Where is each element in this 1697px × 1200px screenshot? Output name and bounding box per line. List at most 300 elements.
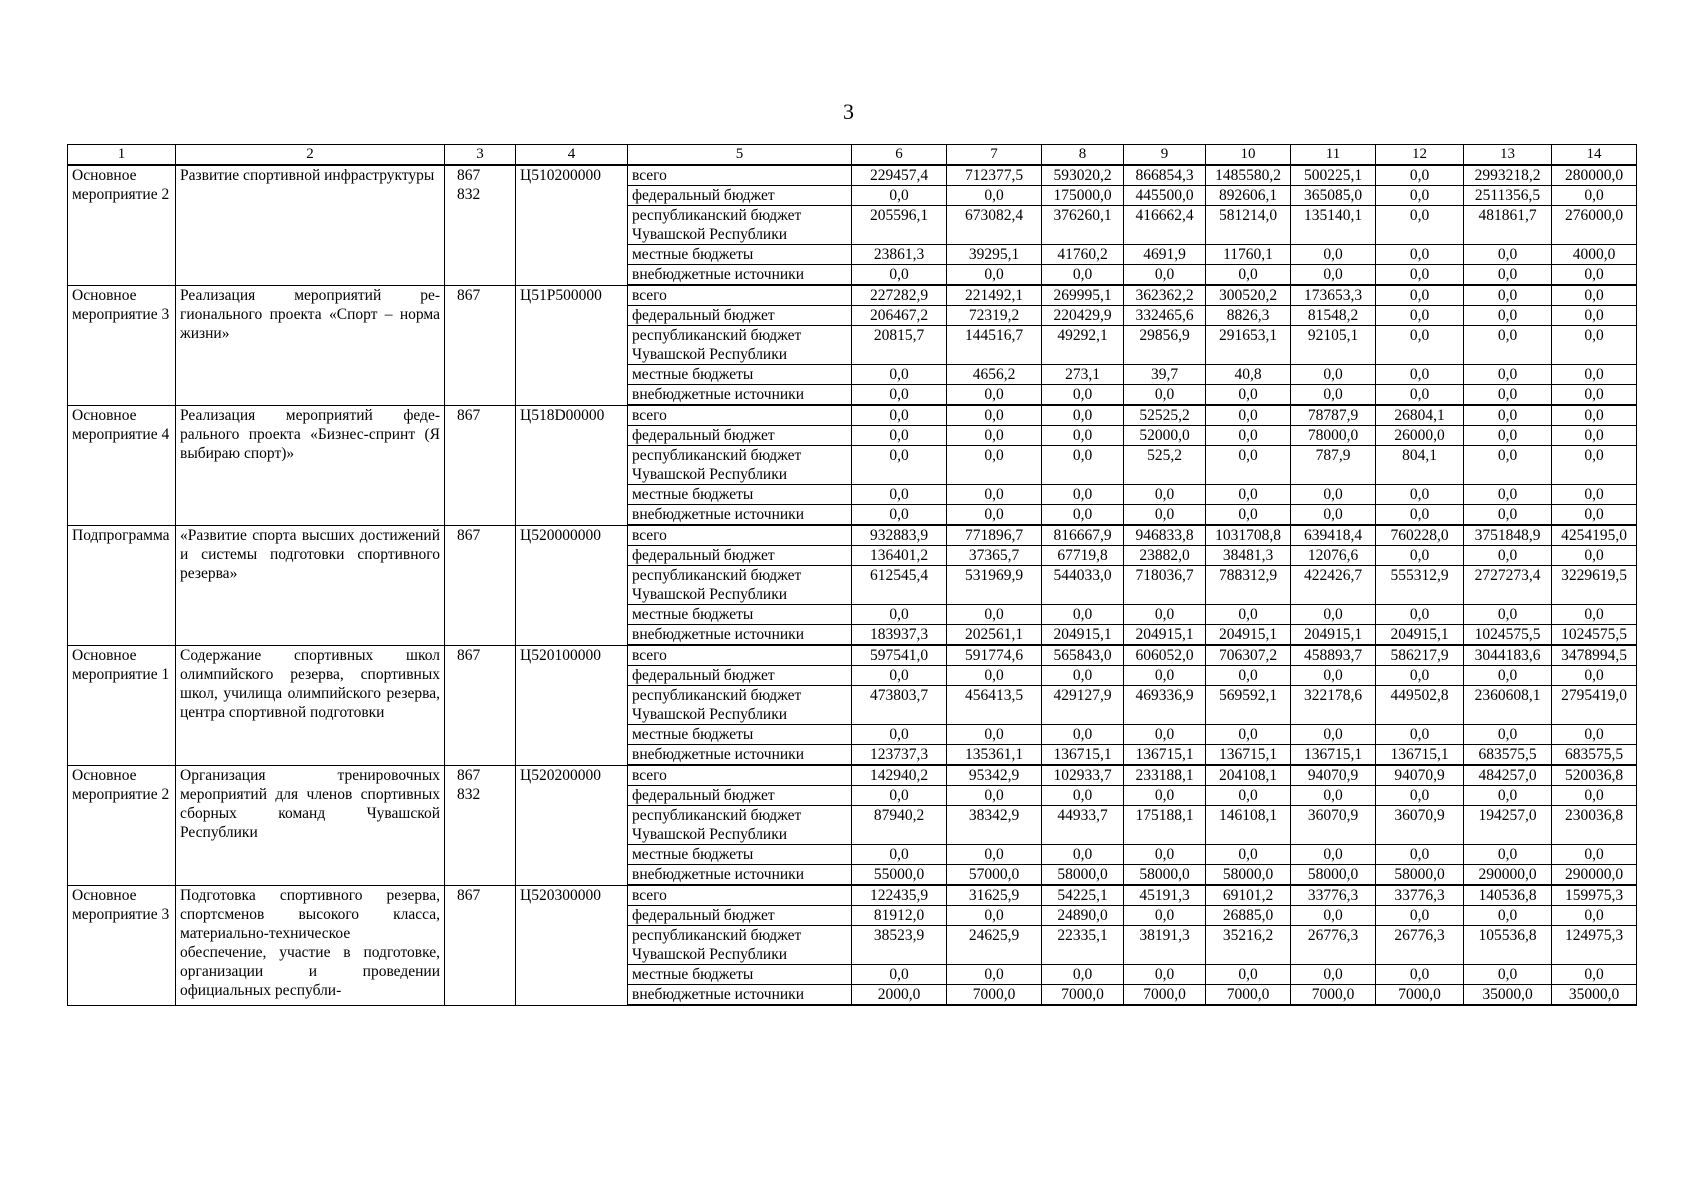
row-name: Развитие спортивной инфраструктуры (176, 165, 445, 285)
row-name: Организация тренировочных мероприятий для членов спортивных сборных команд Чувашской Республики (176, 765, 445, 885)
amount-cell: 26776,3 (1291, 926, 1376, 965)
amount-cell: 565843,0 (1042, 645, 1124, 666)
amount-cell: 29856,9 (1124, 326, 1206, 365)
amount-cell: 0,0 (1552, 605, 1637, 625)
funding-source: республиканский бюджет Чувашской Республики (628, 926, 852, 965)
amount-cell: 332465,6 (1124, 306, 1206, 326)
amount-cell: 45191,3 (1124, 885, 1206, 906)
amount-cell: 484257,0 (1464, 765, 1552, 786)
amount-cell: 0,0 (1464, 505, 1552, 526)
amount-cell: 0,0 (1124, 265, 1206, 286)
amount-cell: 0,0 (1291, 385, 1376, 406)
amount-cell: 0,0 (1376, 245, 1464, 265)
amount-cell: 0,0 (1552, 426, 1637, 446)
header-cell: 6 (852, 145, 947, 166)
amount-cell: 3044183,6 (1464, 645, 1552, 666)
amount-cell: 41760,2 (1042, 245, 1124, 265)
funding-source: республиканский бюджет Чувашской Республики (628, 206, 852, 245)
amount-cell: 586217,9 (1376, 645, 1464, 666)
amount-cell: 0,0 (1206, 385, 1291, 406)
amount-cell: 0,0 (1464, 306, 1552, 326)
amount-cell: 40,8 (1206, 365, 1291, 385)
amount-cell: 0,0 (1376, 385, 1464, 406)
amount-cell: 0,0 (1464, 845, 1552, 865)
header-cell: 2 (176, 145, 445, 166)
amount-cell: 422426,7 (1291, 566, 1376, 605)
amount-cell: 291653,1 (1206, 326, 1291, 365)
amount-cell: 276000,0 (1552, 206, 1637, 245)
header-cell: 10 (1206, 145, 1291, 166)
amount-cell: 26885,0 (1206, 906, 1291, 926)
amount-cell: 0,0 (1464, 725, 1552, 745)
amount-cell: 0,0 (852, 725, 947, 745)
table-row (68, 645, 1637, 666)
amount-cell: 142940,2 (852, 765, 947, 786)
amount-cell: 0,0 (852, 786, 947, 806)
amount-cell: 0,0 (1464, 906, 1552, 926)
amount-cell: 4000,0 (1552, 245, 1637, 265)
row-status: Основное мероприятие 2 (68, 165, 176, 285)
amount-cell: 788312,9 (1206, 566, 1291, 605)
amount-cell: 0,0 (1552, 285, 1637, 306)
amount-cell: 0,0 (852, 505, 947, 526)
amount-cell: 0,0 (1376, 306, 1464, 326)
amount-cell: 0,0 (1124, 725, 1206, 745)
amount-cell: 0,0 (1376, 605, 1464, 625)
amount-cell: 0,0 (1124, 786, 1206, 806)
amount-cell: 816667,9 (1042, 525, 1124, 546)
amount-cell: 1031708,8 (1206, 525, 1291, 546)
amount-cell: 136401,2 (852, 546, 947, 566)
amount-cell: 39295,1 (947, 245, 1042, 265)
amount-cell: 38523,9 (852, 926, 947, 965)
amount-cell: 0,0 (1552, 965, 1637, 985)
amount-cell: 144516,7 (947, 326, 1042, 365)
amount-cell: 0,0 (1042, 505, 1124, 526)
amount-cell: 202561,1 (947, 625, 1042, 646)
row-budget-code: Ц518D00000 (516, 405, 628, 525)
funding-source: республиканский бюджет Чувашской Республики (628, 686, 852, 725)
amount-cell: 1485580,2 (1206, 165, 1291, 186)
amount-cell: 0,0 (1042, 605, 1124, 625)
amount-cell: 718036,7 (1124, 566, 1206, 605)
amount-cell: 0,0 (1552, 666, 1637, 686)
amount-cell: 23861,3 (852, 245, 947, 265)
funding-source: внебюджетные источники (628, 385, 852, 406)
amount-cell: 416662,4 (1124, 206, 1206, 245)
amount-cell: 0,0 (852, 666, 947, 686)
amount-cell: 787,9 (1291, 446, 1376, 485)
funding-source: республиканский бюджет Чувашской Республики (628, 806, 852, 845)
row-status: Основное мероприятие 2 (68, 765, 176, 885)
amount-cell: 2511356,5 (1464, 186, 1552, 206)
table-row (68, 165, 1637, 186)
amount-cell: 0,0 (1291, 485, 1376, 505)
row-budget-code: Ц520000000 (516, 525, 628, 645)
amount-cell: 26000,0 (1376, 426, 1464, 446)
amount-cell: 591774,6 (947, 645, 1042, 666)
amount-cell: 0,0 (1464, 245, 1552, 265)
amount-cell: 0,0 (1464, 485, 1552, 505)
amount-cell: 221492,1 (947, 285, 1042, 306)
amount-cell: 7000,0 (1206, 985, 1291, 1006)
amount-cell: 159975,3 (1552, 885, 1637, 906)
amount-cell: 0,0 (1206, 965, 1291, 985)
amount-cell: 365085,0 (1291, 186, 1376, 206)
amount-cell: 35000,0 (1464, 985, 1552, 1006)
amount-cell: 0,0 (1464, 786, 1552, 806)
amount-cell: 7000,0 (947, 985, 1042, 1006)
amount-cell: 11760,1 (1206, 245, 1291, 265)
funding-source: республиканский бюджет Чувашской Республики (628, 326, 852, 365)
amount-cell: 0,0 (1291, 666, 1376, 686)
funding-source: всего (628, 765, 852, 786)
amount-cell: 20815,7 (852, 326, 947, 365)
funding-source: федеральный бюджет (628, 306, 852, 326)
amount-cell: 0,0 (1124, 845, 1206, 865)
amount-cell: 273,1 (1042, 365, 1124, 385)
amount-cell: 0,0 (852, 965, 947, 985)
amount-cell: 206467,2 (852, 306, 947, 326)
amount-cell: 593020,2 (1042, 165, 1124, 186)
amount-cell: 597541,0 (852, 645, 947, 666)
amount-cell: 0,0 (1206, 426, 1291, 446)
amount-cell: 2795419,0 (1552, 686, 1637, 725)
amount-cell: 26776,3 (1376, 926, 1464, 965)
header-cell: 13 (1464, 145, 1552, 166)
amount-cell: 204915,1 (1376, 625, 1464, 646)
amount-cell: 0,0 (1206, 725, 1291, 745)
amount-cell: 31625,9 (947, 885, 1042, 906)
amount-cell: 57000,0 (947, 865, 1042, 886)
amount-cell: 946833,8 (1124, 525, 1206, 546)
amount-cell: 0,0 (1464, 446, 1552, 485)
amount-cell: 612545,4 (852, 566, 947, 605)
amount-cell: 26804,1 (1376, 405, 1464, 426)
amount-cell: 760228,0 (1376, 525, 1464, 546)
amount-cell: 175188,1 (1124, 806, 1206, 845)
row-grbs-code: 867 (445, 885, 516, 1005)
amount-cell: 67719,8 (1042, 546, 1124, 566)
row-budget-code: Ц51P500000 (516, 285, 628, 405)
amount-cell: 362362,2 (1124, 285, 1206, 306)
amount-cell: 2727273,4 (1464, 566, 1552, 605)
amount-cell: 38481,3 (1206, 546, 1291, 566)
amount-cell: 0,0 (1552, 306, 1637, 326)
funding-source: всего (628, 525, 852, 546)
amount-cell: 35216,2 (1206, 926, 1291, 965)
amount-cell: 456413,5 (947, 686, 1042, 725)
funding-source: внебюджетные источники (628, 985, 852, 1006)
amount-cell: 0,0 (1552, 906, 1637, 926)
amount-cell: 204915,1 (1206, 625, 1291, 646)
amount-cell: 0,0 (1291, 725, 1376, 745)
amount-cell: 0,0 (1464, 326, 1552, 365)
amount-cell: 81548,2 (1291, 306, 1376, 326)
amount-cell: 3751848,9 (1464, 525, 1552, 546)
amount-cell: 706307,2 (1206, 645, 1291, 666)
amount-cell: 0,0 (947, 906, 1042, 926)
amount-cell: 52000,0 (1124, 426, 1206, 446)
amount-cell: 0,0 (1206, 605, 1291, 625)
funding-source: внебюджетные источники (628, 505, 852, 526)
amount-cell: 0,0 (1206, 265, 1291, 286)
amount-cell: 0,0 (1552, 365, 1637, 385)
row-name: «Развитие спорта высших достижений и системы подготовки спортивного резерва» (176, 525, 445, 645)
funding-source: местные бюджеты (628, 245, 852, 265)
amount-cell: 7000,0 (1042, 985, 1124, 1006)
amount-cell: 0,0 (852, 446, 947, 485)
table-row (68, 525, 1637, 546)
amount-cell: 525,2 (1124, 446, 1206, 485)
amount-cell: 0,0 (947, 725, 1042, 745)
header-cell: 14 (1552, 145, 1637, 166)
amount-cell: 105536,8 (1464, 926, 1552, 965)
budget-table (67, 144, 1637, 1006)
row-grbs-code: 867 832 (445, 165, 516, 285)
amount-cell: 932883,9 (852, 525, 947, 546)
amount-cell: 175000,0 (1042, 186, 1124, 206)
funding-source: республиканский бюджет Чувашской Республики (628, 566, 852, 605)
amount-cell: 122435,9 (852, 885, 947, 906)
amount-cell: 146108,1 (1206, 806, 1291, 845)
funding-source: всего (628, 285, 852, 306)
amount-cell: 58000,0 (1124, 865, 1206, 886)
amount-cell: 58000,0 (1206, 865, 1291, 886)
amount-cell: 0,0 (852, 385, 947, 406)
amount-cell: 22335,1 (1042, 926, 1124, 965)
amount-cell: 0,0 (1206, 666, 1291, 686)
row-grbs-code: 867 832 (445, 765, 516, 885)
amount-cell: 220429,9 (1042, 306, 1124, 326)
funding-source: местные бюджеты (628, 605, 852, 625)
funding-source: всего (628, 165, 852, 186)
table-row (68, 285, 1637, 306)
amount-cell: 673082,4 (947, 206, 1042, 245)
amount-cell: 0,0 (1042, 265, 1124, 286)
amount-cell: 322178,6 (1291, 686, 1376, 725)
amount-cell: 94070,9 (1376, 765, 1464, 786)
amount-cell: 140536,8 (1464, 885, 1552, 906)
header-row (68, 145, 1637, 166)
amount-cell: 0,0 (1552, 326, 1637, 365)
amount-cell: 24625,9 (947, 926, 1042, 965)
amount-cell: 0,0 (1376, 786, 1464, 806)
amount-cell: 78000,0 (1291, 426, 1376, 446)
amount-cell: 69101,2 (1206, 885, 1291, 906)
amount-cell: 0,0 (1552, 786, 1637, 806)
amount-cell: 204915,1 (1042, 625, 1124, 646)
amount-cell: 0,0 (1291, 365, 1376, 385)
amount-cell: 0,0 (1206, 786, 1291, 806)
amount-cell: 481861,7 (1464, 206, 1552, 245)
header-cell: 11 (1291, 145, 1376, 166)
amount-cell: 290000,0 (1464, 865, 1552, 886)
amount-cell: 0,0 (1124, 385, 1206, 406)
table-row (68, 405, 1637, 426)
amount-cell: 0,0 (852, 605, 947, 625)
funding-source: федеральный бюджет (628, 546, 852, 566)
amount-cell: 0,0 (1376, 965, 1464, 985)
amount-cell: 0,0 (1376, 285, 1464, 306)
row-name: Реализация мероприятий регионального проекта «Спорт – норма жизни» (176, 285, 445, 405)
amount-cell: 36070,9 (1291, 806, 1376, 845)
amount-cell: 0,0 (1552, 505, 1637, 526)
amount-cell: 0,0 (1042, 405, 1124, 426)
amount-cell: 500225,1 (1291, 165, 1376, 186)
amount-cell: 8826,3 (1206, 306, 1291, 326)
amount-cell: 94070,9 (1291, 765, 1376, 786)
amount-cell: 0,0 (1464, 285, 1552, 306)
amount-cell: 0,0 (1464, 365, 1552, 385)
row-name: Подготовка спортивного резерва, спортсменов высокого класса, материально-техническое обеспечение, участие в подготовке, организации и проведении официальных республи- (176, 885, 445, 1005)
amount-cell: 0,0 (1464, 405, 1552, 426)
amount-cell: 581214,0 (1206, 206, 1291, 245)
amount-cell: 0,0 (1206, 405, 1291, 426)
amount-cell: 4656,2 (947, 365, 1042, 385)
amount-cell: 0,0 (1291, 265, 1376, 286)
funding-source: местные бюджеты (628, 485, 852, 505)
amount-cell: 229457,4 (852, 165, 947, 186)
amount-cell: 0,0 (1042, 845, 1124, 865)
header-cell: 4 (516, 145, 628, 166)
amount-cell: 0,0 (852, 265, 947, 286)
funding-source: всего (628, 405, 852, 426)
amount-cell: 44933,7 (1042, 806, 1124, 845)
table-row (68, 765, 1637, 786)
amount-cell: 0,0 (1042, 786, 1124, 806)
amount-cell: 0,0 (947, 385, 1042, 406)
amount-cell: 804,1 (1376, 446, 1464, 485)
amount-cell: 39,7 (1124, 365, 1206, 385)
amount-cell: 544033,0 (1042, 566, 1124, 605)
amount-cell: 7000,0 (1376, 985, 1464, 1006)
amount-cell: 0,0 (1042, 965, 1124, 985)
amount-cell: 1024575,5 (1464, 625, 1552, 646)
amount-cell: 280000,0 (1552, 165, 1637, 186)
amount-cell: 0,0 (1042, 446, 1124, 485)
amount-cell: 58000,0 (1291, 865, 1376, 886)
amount-cell: 0,0 (947, 505, 1042, 526)
amount-cell: 102933,7 (1042, 765, 1124, 786)
amount-cell: 866854,3 (1124, 165, 1206, 186)
amount-cell: 683575,5 (1552, 745, 1637, 766)
amount-cell: 135361,1 (947, 745, 1042, 766)
amount-cell: 469336,9 (1124, 686, 1206, 725)
amount-cell: 0,0 (1376, 725, 1464, 745)
row-grbs-code: 867 (445, 285, 516, 405)
amount-cell: 0,0 (1376, 505, 1464, 526)
funding-source: всего (628, 645, 852, 666)
amount-cell: 712377,5 (947, 165, 1042, 186)
funding-source: внебюджетные источники (628, 625, 852, 646)
amount-cell: 78787,9 (1291, 405, 1376, 426)
funding-source: республиканский бюджет Чувашской Республики (628, 446, 852, 485)
amount-cell: 0,0 (1376, 186, 1464, 206)
funding-source: федеральный бюджет (628, 426, 852, 446)
amount-cell: 55000,0 (852, 865, 947, 886)
amount-cell: 0,0 (1376, 546, 1464, 566)
row-status: Основное мероприятие 3 (68, 285, 176, 405)
amount-cell: 0,0 (1464, 605, 1552, 625)
amount-cell: 0,0 (1291, 605, 1376, 625)
funding-source: внебюджетные источники (628, 865, 852, 886)
amount-cell: 194257,0 (1464, 806, 1552, 845)
amount-cell: 33776,3 (1291, 885, 1376, 906)
funding-source: местные бюджеты (628, 965, 852, 985)
row-status: Основное мероприятие 1 (68, 645, 176, 765)
amount-cell: 7000,0 (1291, 985, 1376, 1006)
amount-cell: 0,0 (1206, 845, 1291, 865)
amount-cell: 12076,6 (1291, 546, 1376, 566)
amount-cell: 2993218,2 (1464, 165, 1552, 186)
amount-cell: 0,0 (947, 965, 1042, 985)
amount-cell: 0,0 (947, 265, 1042, 286)
amount-cell: 0,0 (1124, 965, 1206, 985)
amount-cell: 0,0 (1376, 165, 1464, 186)
amount-cell: 4691,9 (1124, 245, 1206, 265)
amount-cell: 0,0 (1042, 485, 1124, 505)
amount-cell: 0,0 (1291, 845, 1376, 865)
amount-cell: 0,0 (1376, 206, 1464, 245)
amount-cell: 0,0 (1124, 906, 1206, 926)
amount-cell: 0,0 (1042, 426, 1124, 446)
amount-cell: 0,0 (947, 786, 1042, 806)
amount-cell: 0,0 (852, 186, 947, 206)
amount-cell: 2000,0 (852, 985, 947, 1006)
amount-cell: 230036,8 (1552, 806, 1637, 845)
amount-cell: 58000,0 (1042, 865, 1124, 886)
row-grbs-code: 867 (445, 405, 516, 525)
amount-cell: 38342,9 (947, 806, 1042, 845)
amount-cell: 136715,1 (1291, 745, 1376, 766)
amount-cell: 24890,0 (1042, 906, 1124, 926)
amount-cell: 0,0 (1552, 446, 1637, 485)
amount-cell: 0,0 (1376, 265, 1464, 286)
amount-cell: 445500,0 (1124, 186, 1206, 206)
amount-cell: 0,0 (1124, 605, 1206, 625)
funding-source: всего (628, 885, 852, 906)
amount-cell: 0,0 (852, 405, 947, 426)
amount-cell: 136715,1 (1206, 745, 1291, 766)
funding-source: федеральный бюджет (628, 906, 852, 926)
amount-cell: 49292,1 (1042, 326, 1124, 365)
amount-cell: 0,0 (852, 365, 947, 385)
header-cell: 12 (1376, 145, 1464, 166)
table-body (68, 145, 1637, 1006)
amount-cell: 0,0 (1464, 666, 1552, 686)
header-cell: 9 (1124, 145, 1206, 166)
amount-cell: 92105,1 (1291, 326, 1376, 365)
amount-cell: 0,0 (947, 485, 1042, 505)
amount-cell: 124975,3 (1552, 926, 1637, 965)
header-cell: 3 (445, 145, 516, 166)
amount-cell: 0,0 (1464, 965, 1552, 985)
amount-cell: 0,0 (1552, 845, 1637, 865)
amount-cell: 0,0 (1552, 485, 1637, 505)
amount-cell: 0,0 (947, 605, 1042, 625)
row-status: Основное мероприятие 4 (68, 405, 176, 525)
amount-cell: 0,0 (1206, 505, 1291, 526)
amount-cell: 35000,0 (1552, 985, 1637, 1006)
amount-cell: 0,0 (1376, 666, 1464, 686)
amount-cell: 0,0 (1464, 426, 1552, 446)
amount-cell: 0,0 (1206, 446, 1291, 485)
amount-cell: 520036,8 (1552, 765, 1637, 786)
row-budget-code: Ц520300000 (516, 885, 628, 1005)
amount-cell: 0,0 (1042, 725, 1124, 745)
amount-cell: 0,0 (1376, 326, 1464, 365)
